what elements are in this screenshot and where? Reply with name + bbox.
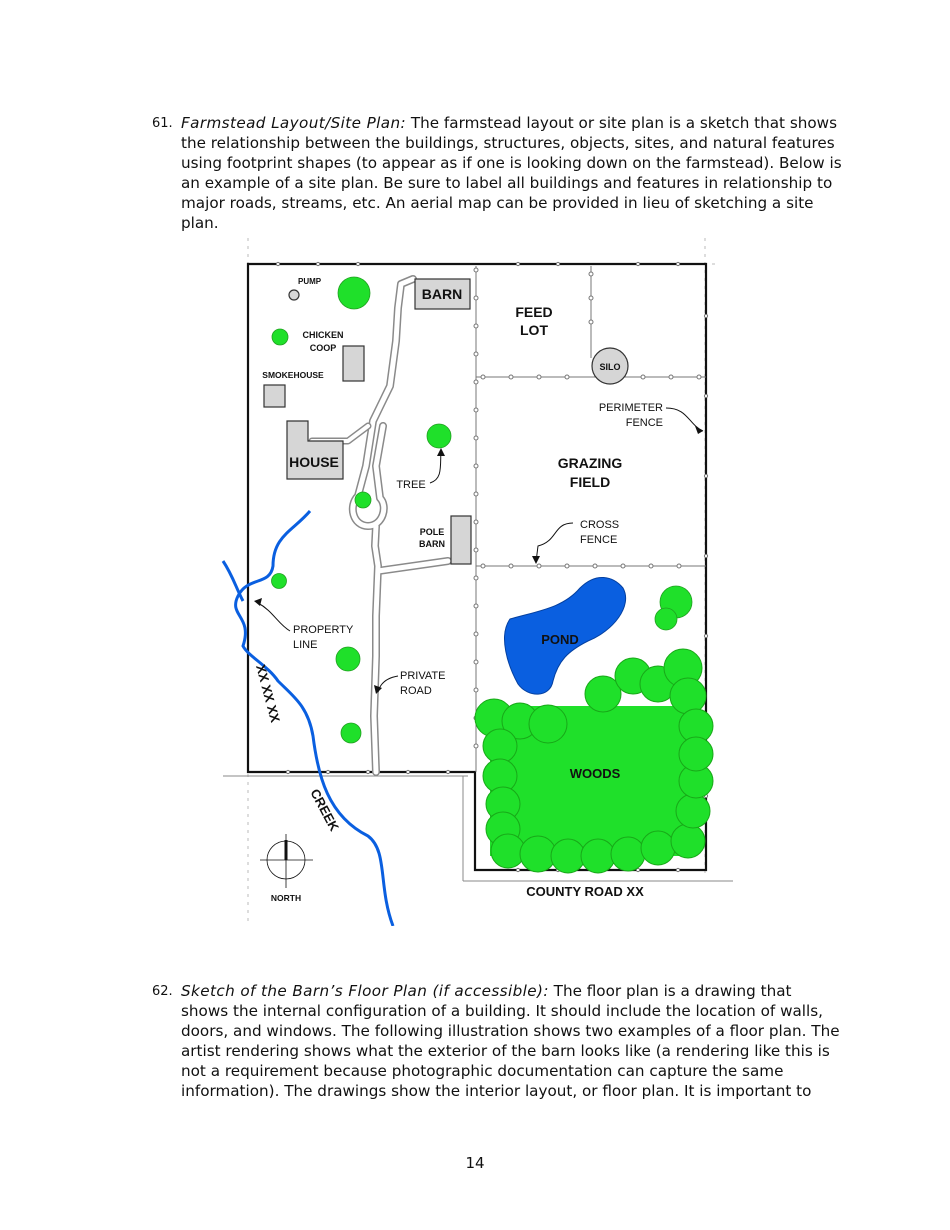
label-woods: WOODS (569, 766, 621, 781)
house-building (287, 421, 343, 479)
label-grazing-field-1: GRAZING (557, 455, 623, 471)
smokehouse-building (264, 385, 285, 407)
label-xx-road: XX XX XX (253, 662, 283, 725)
site-plan-figure (218, 236, 738, 926)
label-creek: CREEK (307, 786, 342, 834)
label-tree: TREE (396, 479, 426, 491)
item-body (181, 113, 842, 233)
label-pond: POND (541, 632, 579, 647)
label-pump: PUMP (298, 277, 322, 286)
label-smokehouse: SMOKEHOUSE (262, 370, 324, 380)
label-private-road-1: PRIVATE (400, 670, 446, 682)
label-house: HOUSE (289, 454, 339, 470)
item-text: The farmstead layout or site plan is a sketch that shows the relationship between the buildings, structures, objects, sites, and natural features using footprint shapes (to appear as if one is looking down on the farmstead). Below is an example of a site plan. Be sure to label all buildings and features in relationship to major roads, streams, etc. An aerial map can be provided in lieu of sketching a site plan. (181, 114, 842, 232)
item-number: 61. (152, 116, 173, 131)
label-property-line-2: LINE (293, 639, 318, 651)
label-pole-barn-1: POLE (419, 527, 445, 537)
north-compass-icon (260, 834, 313, 888)
list-item-62 (152, 981, 842, 1101)
label-perimeter-fence-1: PERIMETER (598, 402, 663, 414)
buildings (264, 279, 628, 564)
label-cross-fence-2: FENCE (580, 534, 618, 546)
list-item-61 (152, 113, 842, 233)
label-county-road: COUNTY ROAD XX (526, 884, 644, 899)
label-north: NORTH (270, 893, 302, 903)
item-text: The floor plan is a drawing that shows the internal configuration of a building. It should include the location of walls, doors, and windows. The following illustration shows two examples of a floor plan. The artist rendering shows what the exterior of the barn looks like (a rendering like this is not a requirement because photographic documentation can capture the same information). The drawings show the interior layout, or floor plan. It is important to (181, 982, 840, 1100)
item-title: Sketch of the Barn’s Floor Plan (if accessible): (181, 982, 549, 1000)
item-body (181, 981, 842, 1101)
creek (236, 511, 393, 926)
label-barn: BARN (421, 286, 463, 302)
label-perimeter-fence-2: FENCE (625, 417, 663, 429)
item-title: Farmstead Layout/Site Plan: (181, 114, 407, 132)
label-private-road-2: ROAD (400, 685, 432, 697)
page-number: 14 (465, 1154, 485, 1172)
label-chicken-coop-1: CHICKEN (302, 330, 344, 340)
chicken-coop-building (343, 346, 364, 381)
pump-building (289, 290, 299, 300)
label-feed-lot-2: LOT (520, 322, 548, 338)
label-cross-fence-1: CROSS (580, 519, 620, 531)
creek-tributary (223, 561, 243, 601)
label-feed-lot-1: FEED (515, 304, 553, 320)
label-pole-barn-2: BARN (419, 539, 445, 549)
pole-barn-building (451, 516, 471, 564)
item-number: 62. (152, 984, 173, 999)
label-chicken-coop-2: COOP (309, 343, 337, 353)
label-grazing-field-2: FIELD (569, 474, 611, 490)
label-property-line-1: PROPERTY (293, 624, 354, 636)
label-silo: SILO (599, 362, 621, 372)
woods (475, 649, 713, 873)
